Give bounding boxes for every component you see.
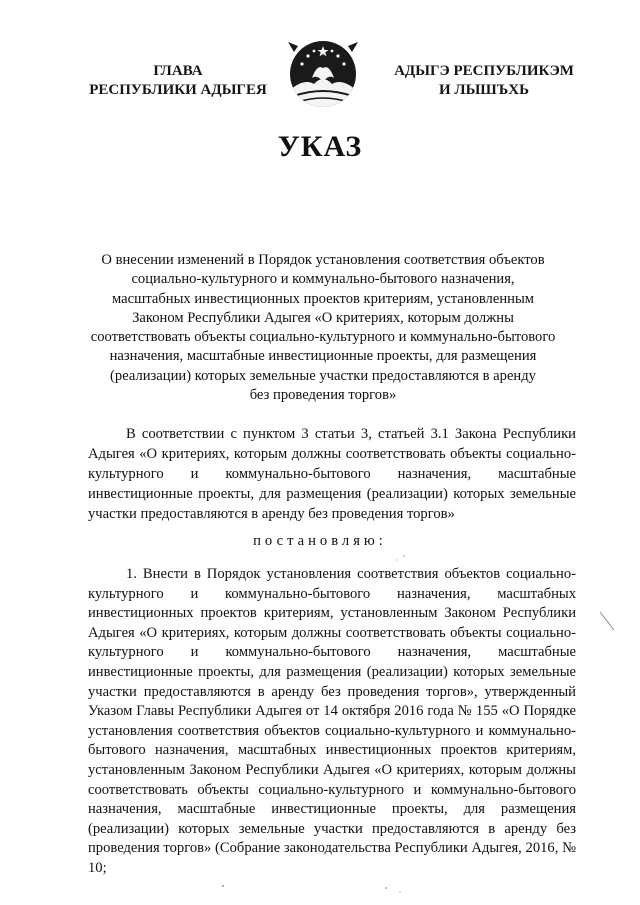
coat-of-arms-icon (284, 38, 362, 112)
header-left-title: ГЛАВА РЕСПУБЛИКИ АДЫГЕЯ (89, 63, 267, 98)
header-right-title: АДЫГЭ РЕСПУБЛИКЭМ И ЛЫШЪХЬ (394, 63, 574, 98)
decree-word: постановляю: (253, 533, 387, 549)
document-type-title: УКАЗ (277, 130, 363, 163)
item-1-paragraph: 1. Внести в Порядок установления соответствия объектов социально-культурного и коммунально-бытового назначения, масштабных инвестиционных проектов критериям, установленным Законом Республики Адыгея «О критериях, которым должны соответствовать объекты социально-культурного и коммунально-бытового назначения, масштабные инвестиционные проекты, для размещения (реализации) которых земельные участки предоставляются в аренду без проведения торгов», утвержденный Указом Главы Республики Адыгея от 14 октября 2016 года № 155 «О Порядке установления соответствия объектов социально-культурного и коммунально-бытового назначения, масштабных инвестиционных проектов критериям, установленным Законом Республики Адыгея «О критериях, которым должны соответствовать объекты социально-культурного и коммунально-бытового назначения, масштабные инвестиционные проекты, для размещения (реализации) которых земельные участки предоставляются в аренду без проведения торгов» (Собрание законодательства Республики Адыгея, 2016, № 10; (88, 566, 576, 876)
decree-subject: О внесении изменений в Порядок установления соответствия объектов социально-культурного и коммунально-бытового назначения, масштабных инвестиционных проектов критериям, установленным Законом Республики Адыгея «О критериях, которым должны соответствовать объекты социально-культурного и коммунально-бытового назначения, масштабные инвестиционные проекты, для размещения (реализации) которых земельные участки предоставляются в аренду без проведения торгов» (90, 252, 556, 404)
preamble-paragraph: В соответствии с пунктом 3 статьи 3, статьей 3.1 Закона Республики Адыгея «О критериях, которым должны соответствовать объекты социально-культурного и коммунально-бытового назначения, масштабные инвестиционные проекты, для размещения (реализации) которых земельные участки предоставляются в аренду без проведения торгов» (88, 426, 576, 522)
